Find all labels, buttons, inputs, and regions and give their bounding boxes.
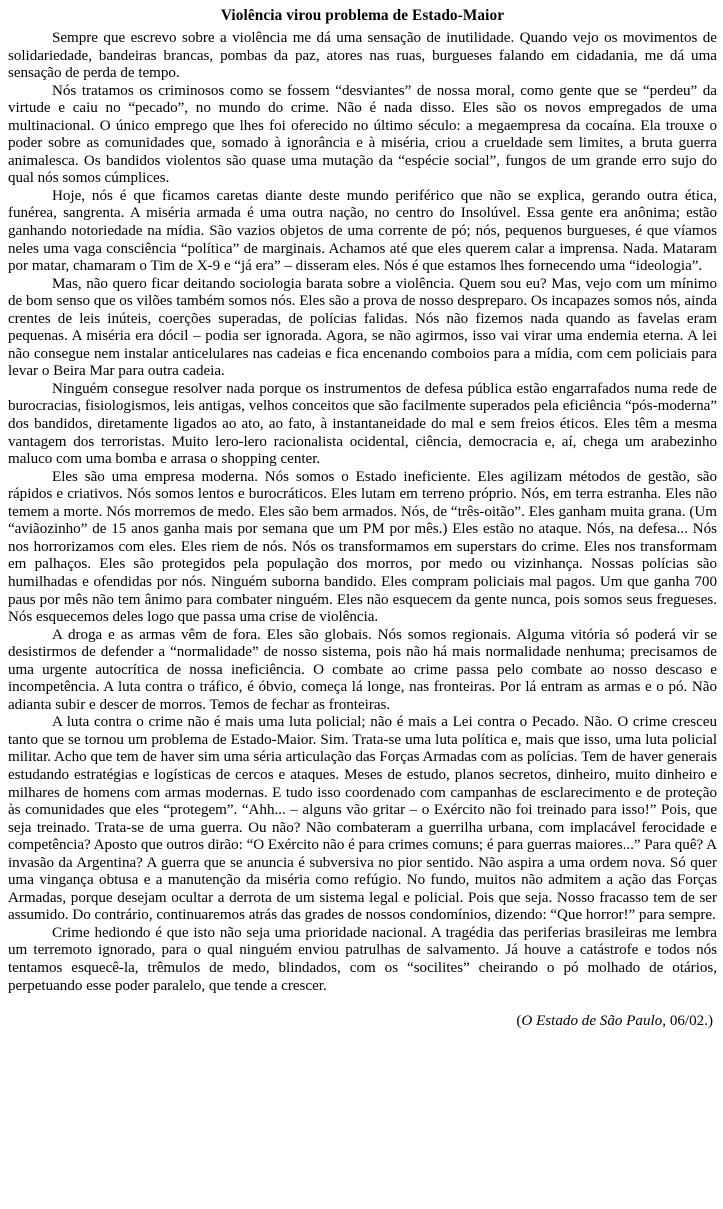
paragraph: Nós tratamos os criminosos como se fossem “desviantes” de nossa moral, como gente que se “perdeu” da virtude e caiu no “pecado”, no mundo do crime. Não é nada disso. Eles são os novos empregados de uma multinacional. O único emprego que lhes foi oferecido no último século: a megaempresa da cocaína. Ela trouxe o poder sobre as comunidades que, somado à ignorância e à miséria, criou a crueldade sem limites, a bruta guerra animalesca. Os bandidos violentos são quase uma mutação da “espécie social”, fungos de um grande erro sujo do qual nós somos cúmplices. [8, 82, 717, 187]
paragraph: Sempre que escrevo sobre a violência me dá uma sensação de inutilidade. Quando vejo os movimentos de solidariedade, bandeiras brancas, pombas da paz, atores nas ruas, burgueses falando em cidadania, me dá uma sensação de perda de tempo. [8, 30, 717, 82]
article-body [8, 30, 717, 995]
attribution-source-name: O Estado de São Paulo [521, 1013, 663, 1030]
paragraph: Hoje, nós é que ficamos caretas diante deste mundo periférico que não se explica, gerando outra ética, funérea, sangrenta. A miséria armada é uma outra nação, no centro do Insolúvel. Essa gente era anônima; estão ganhando notoriedade na mídia. São vazios objetos de uma corrente de pó; nós, pequenos burgueses, é que víamos neles uma vaga consciência “política” de marginais. Achamos até que eles querem calar a imprensa. Nada. Mataram por matar, chamaram o Tim de X-9 e “já era” – disseram eles. Nós é que estamos lhes fornecendo uma “ideologia”. [8, 187, 717, 275]
paragraph: Crime hediondo é que isto não seja uma prioridade nacional. A tragédia das periferias brasileiras me lembra um terremoto ignorado, para o qual ninguém enviou patrulhas de salvamento. Já houve a catástrofe e todos nós tentamos esquecê-la, trêmulos de medo, blindados, com os “socilites” cheirando o pó molhado de otários, perpetuando esse poder paralelo, que tende a crescer. [8, 924, 717, 994]
paragraph: Ninguém consegue resolver nada porque os instrumentos de defesa pública estão engarrafados numa rede de burocracias, fisiologismos, leis antigas, velhos conceitos que são facilmente superados pela eficiência “pós-moderna” dos bandidos, diretamente ligados ao ato, ao fato, à instantaneidade do mal e sem freios éticos. Eles têm a mesma vantagem dos terroristas. Muito lero-lero racionalista ocidental, ciência, democracia e, aí, chega um arabezinho maluco com uma bomba e arrasa o shopping center. [8, 380, 717, 468]
source-attribution [8, 1013, 717, 1031]
paragraph: Mas, não quero ficar deitando sociologia barata sobre a violência. Quem sou eu? Mas, vejo com um mínimo de bom senso que os vilões também somos nós. Eles são a prova de nosso despreparo. Os incapazes somos nós, ainda crentes de leis inúteis, coerções superadas, de polícias falidas. Nós não fizemos nada quando as favelas eram pequenas. A miséria era dócil – podia ser ignorada. Agora, se não agirmos, isso vai virar uma endemia eterna. A lei não consegue nem instalar anticelulares nas cadeias e fica encenando comboios para a mídia, com cem policiais para levar o Beira Mar para outra cadeia. [8, 275, 717, 380]
attribution-date: , 06/02.) [662, 1013, 713, 1030]
paragraph: A droga e as armas vêm de fora. Eles são globais. Nós somos regionais. Alguma vitória só poderá vir se desistirmos de defender a “normalidade” de nosso sistema, pois não há mais normalidade nenhuma; precisamos de uma urgente autocrítica de nossa ineficiência. O combate ao crime passa pelo combate ao nosso descaso e incompetência. A luta contra o tráfico, é óbvio, começa lá longe, nas fronteiras. Por lá entram as armas e o pó. Não adianta subir e descer de morros. Temos de fechar as fronteiras. [8, 626, 717, 713]
paragraph: A luta contra o crime não é mais uma luta policial; não é mais a Lei contra o Pecado. Não. O crime cresceu tanto que se tornou um problema de Estado-Maior. Sim. Trata-se uma luta política e, mais que isso, uma luta policial militar. Acho que tem de haver sim uma séria articulação das Forças Armadas com as polícias. Tem de haver generais estudando estratégias e logísticas de cercos e ataques. Meses de estudo, planos secretos, dinheiro, muito dinheiro e milhares de homens com armas modernas. E tudo isso coordenado com campanhas de esclarecimento e de proteção às comunidades que eles “protegem”. “Ahh... – alguns vão gritar – o Exército não foi treinado para isso!” Pois, que seja treinado. Trata-se de uma guerra. Ou não? Não combateram a guerrilha urbana, com implacável ferocidade e competência? Aposto que outros dirão: “O Exército não é para crimes comuns; é para guerras maiores...” Para quê? A invasão da Argentina? A guerra que se anuncia é subversiva no pior sentido. Não aspira a uma ordem nova. Só quer uma vingança obtusa e a manutenção da miséria como refúgio. No fundo, muitos não admitem a ação das Forças Armadas, porque desejam ocultar a derrota de um sistema legal e policial. Pois que seja. Nosso fracasso tem de ser assumido. Do contrário, continuaremos atrás das grades de nossos condomínios, dizendo: “Que horror!” para sempre. [8, 714, 717, 924]
attribution-open-paren: ( [516, 1013, 522, 1030]
paragraph: Eles são uma empresa moderna. Nós somos o Estado ineficiente. Eles agilizam métodos de gestão, são rápidos e criativos. Nós somos lentos e burocráticos. Eles lutam em terreno próprio. Nós, em terra estranha. Eles não temem a morte. Nós morremos de medo. Eles são bem armados. Nós, de “três-oitão”. Eles ganham muita grana. (Um “aviãozinho” de 15 anos ganha mais por semana que um PM por mês.) Eles estão no ataque. Nós, na defesa... Nós nos horrorizamos com eles. Eles riem de nós. Nós os transformamos em superstars do crime. Eles nos transformam em palhaços. Eles são protegidos pela população dos morros, por medo ou vizinhança. Nossas polícias são humilhadas e ofendidas por nós. Ninguém suborna bandido. Eles compram policiais mal pagos. Um que ganha 700 paus por mês não tem ânimo para combater ninguém. Eles não esquecem da gente nunca, pois somos seus fregueses. Nós esquecemos deles logo que passa uma crise de violência. [8, 468, 717, 626]
page-title: Violência virou problema de Estado-Maior [220, 7, 505, 24]
